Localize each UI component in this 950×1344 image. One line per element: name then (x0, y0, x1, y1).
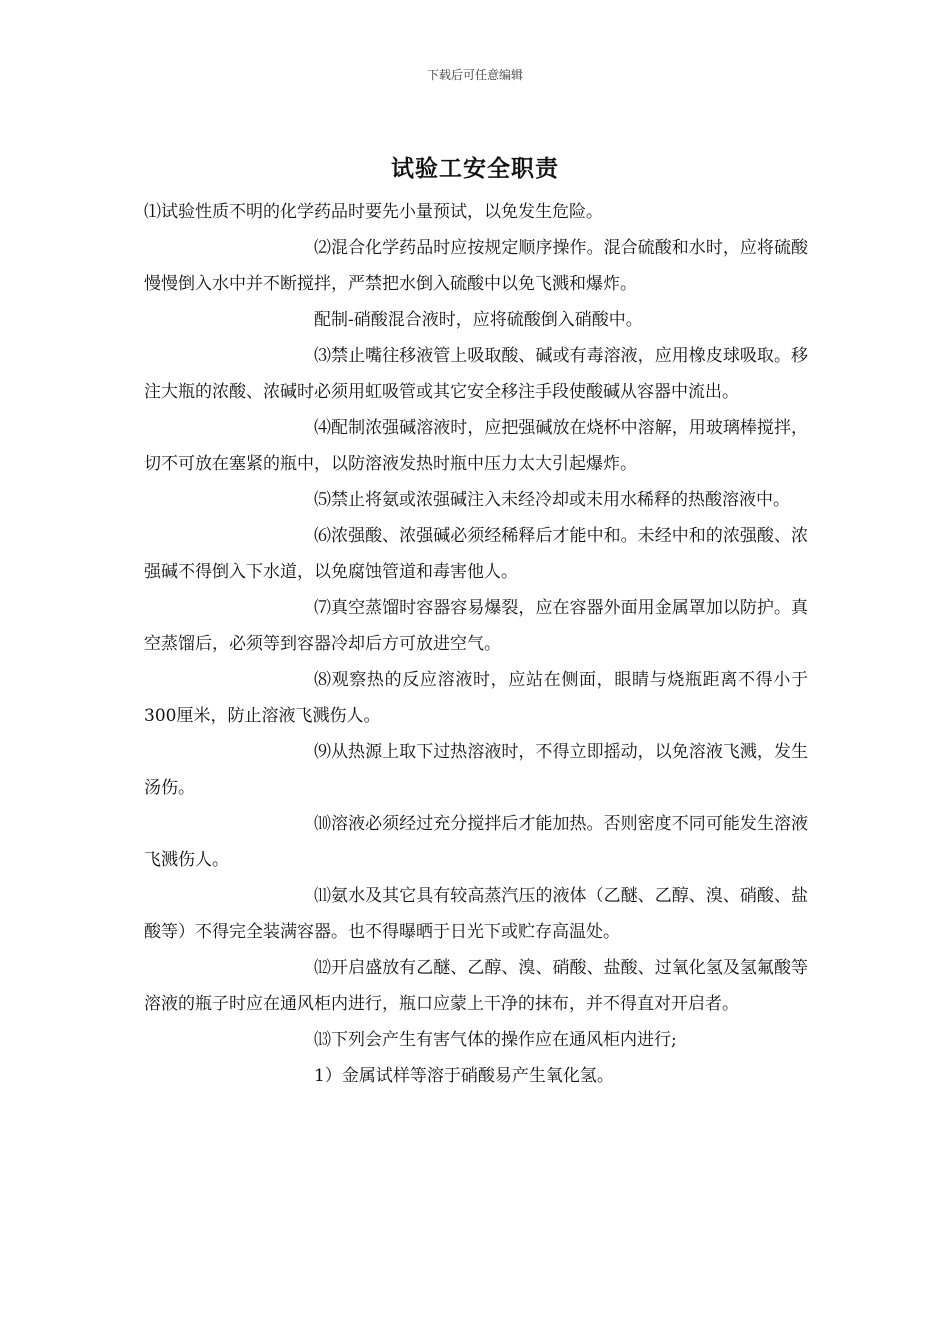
paragraph-7: ⑹浓强酸、浓强碱必须经稀释后才能中和。未经中和的浓强酸、浓强碱不得倒入下水道，以免腐蚀管道和毒害他人。 (144, 526, 808, 582)
paragraph-13: ⑿开启盛放有乙醚、乙醇、溴、硝酸、盐酸、过氧化氢及氢氟酸等溶液的瓶子时应在通风柜内进行，瓶口应蒙上干净的抹布，并不得直对开启者。 (144, 958, 808, 1014)
paragraph-11: ⑽溶液必须经过充分搅拌后才能加热。否则密度不同可能发生溶液飞溅伤人。 (144, 814, 808, 870)
paragraph-1: ⑴试验性质不明的化学药品时要先小量预试，以免发生危险。 (144, 202, 603, 222)
paragraph-2: ⑵混合化学药品时应按规定顺序操作。混合硫酸和水时，应将硫酸慢慢倒入水中并不断搅拌，严禁把水倒入硫酸中以免飞溅和爆炸。 (144, 238, 808, 294)
document-body (144, 194, 808, 1094)
page-header: 下载后可任意编辑 (426, 68, 523, 82)
paragraph-15: 1）金属试样等溶于硝酸易产生氧化氢。 (314, 1066, 614, 1086)
paragraph-12: ⑾氨水及其它具有较高蒸汽压的液体（乙醚、乙醇、溴、硝酸、盐酸等）不得完全装满容器。也不得曝晒于日光下或贮存高温处。 (144, 886, 808, 942)
document-title: 试验工安全职责 (391, 155, 559, 182)
paragraph-6: ⑸禁止将氨或浓强碱注入未经冷却或未用水稀释的热酸溶液中。 (314, 490, 790, 510)
paragraph-4: ⑶禁止嘴往移液管上吸取酸、碱或有毒溶液，应用橡皮球吸取。移注大瓶的浓酸、浓碱时必须用虹吸管或其它安全移注手段使酸碱从容器中流出。 (144, 346, 808, 402)
paragraph-3: 配制-硝酸混合液时，应将硫酸倒入硝酸中。 (314, 310, 643, 330)
paragraph-8: ⑺真空蒸馏时容器容易爆裂，应在容器外面用金属罩加以防护。真空蒸馏后，必须等到容器冷却后方可放进空气。 (144, 598, 808, 654)
paragraph-14: ⒀下列会产生有害气体的操作应在通风柜内进行; (314, 1030, 677, 1050)
paragraph-5: ⑷配制浓强碱溶液时，应把强碱放在烧杯中溶解，用玻璃棒搅拌，切不可放在塞紧的瓶中，以防溶液发热时瓶中压力太大引起爆炸。 (144, 418, 808, 474)
paragraph-10: ⑼从热源上取下过热溶液时，不得立即摇动，以免溶液飞溅，发生汤伤。 (144, 742, 808, 798)
paragraph-9: ⑻观察热的反应溶液时，应站在侧面，眼睛与烧瓶距离不得小于300厘米，防止溶液飞溅伤人。 (144, 670, 808, 726)
